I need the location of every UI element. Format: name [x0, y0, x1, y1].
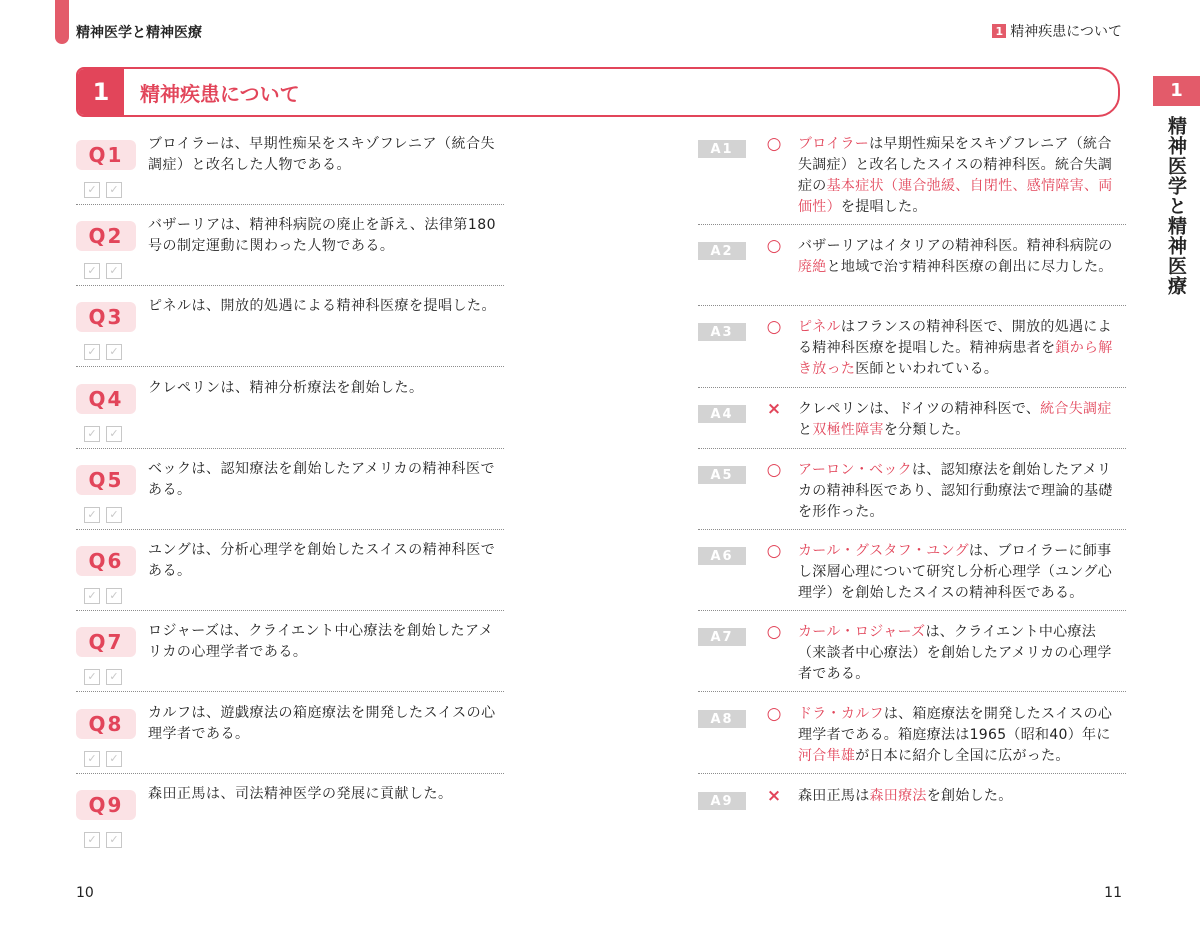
side-index-tab — [1153, 76, 1200, 296]
answer-text — [798, 399, 1124, 441]
answer-segment: を提唱した。 — [840, 199, 927, 215]
answer-segment: 森田正馬は — [798, 788, 870, 804]
dotted-separator — [698, 387, 1126, 388]
running-head-number: 1 — [992, 24, 1006, 38]
answer-label: A8 — [698, 710, 746, 728]
answer-label: A5 — [698, 466, 746, 484]
dotted-separator — [698, 529, 1126, 530]
checkbox-icon[interactable]: ✓ — [106, 263, 122, 279]
checkbox-icon[interactable]: ✓ — [84, 426, 100, 442]
answer-label: A3 — [698, 323, 746, 341]
answer-segment: は、箱庭療法を開発したスイスの心理学者である。箱庭療法は1965（昭和40）年に — [798, 706, 1113, 743]
dotted-separator — [698, 773, 1126, 774]
check-boxes — [84, 669, 122, 685]
answer-segment: クレペリンは、ドイツの精神科医で、 — [798, 401, 1041, 417]
dotted-separator — [698, 691, 1126, 692]
checkbox-icon[interactable]: ✓ — [106, 426, 122, 442]
checkbox-icon[interactable]: ✓ — [84, 182, 100, 198]
key-term: 鎖から解き放った — [798, 340, 1113, 377]
answer-text — [798, 236, 1124, 278]
key-term: カール・グスタフ・ユング — [798, 543, 969, 559]
check-boxes — [84, 588, 122, 604]
correct-mark-icon: ○ — [766, 317, 782, 337]
checkbox-icon[interactable]: ✓ — [106, 344, 122, 360]
dotted-separator — [698, 224, 1126, 225]
question-text: ユングは、分析心理学を創始したスイスの精神科医である。 — [148, 542, 496, 579]
dotted-separator — [76, 691, 504, 692]
dotted-separator — [698, 305, 1126, 306]
question-text: ベックは、認知療法を創始したアメリカの精神科医である。 — [148, 461, 496, 498]
checkbox-icon[interactable]: ✓ — [84, 669, 100, 685]
check-boxes — [84, 751, 122, 767]
answer-label: A1 — [698, 140, 746, 158]
dotted-separator — [698, 610, 1126, 611]
key-term: 河合隼雄 — [798, 748, 856, 764]
dotted-separator — [76, 529, 504, 530]
incorrect-mark-icon: × — [766, 786, 782, 806]
question-text: カルフは、遊戯療法の箱庭療法を開発したスイスの心理学者である。 — [148, 705, 496, 742]
correct-mark-icon: ○ — [766, 622, 782, 642]
question-label: Q9 — [76, 790, 136, 820]
check-boxes — [84, 182, 122, 198]
answer-row — [698, 786, 1126, 866]
checkbox-icon[interactable]: ✓ — [106, 669, 122, 685]
answer-segment: はフランスの精神科医で、開放的処遇による精神科医療を提唱した。精神病患者を — [798, 319, 1112, 356]
answer-label: A4 — [698, 405, 746, 423]
correct-mark-icon: ○ — [766, 704, 782, 724]
chapter-heading — [76, 67, 1120, 117]
answer-row — [698, 704, 1126, 784]
answer-segment: を創始した。 — [926, 788, 1013, 804]
question-text: バザーリアは、精神科病院の廃止を訴え、法律第180号の制定運動に関わった人物である。 — [148, 217, 497, 254]
question-label: Q6 — [76, 546, 136, 576]
question-label: Q3 — [76, 302, 136, 332]
dotted-separator — [76, 610, 504, 611]
answer-label: A2 — [698, 242, 746, 260]
checkbox-icon[interactable]: ✓ — [106, 182, 122, 198]
question-text: ブロイラーは、早期性痴呆をスキゾフレニア（統合失調症）と改名した人物である。 — [148, 136, 496, 173]
dotted-separator — [76, 285, 504, 286]
key-term: カール・ロジャーズ — [798, 624, 926, 640]
question-row — [76, 784, 504, 866]
answer-row — [698, 134, 1126, 214]
checkbox-icon[interactable]: ✓ — [84, 588, 100, 604]
dotted-separator — [76, 204, 504, 205]
answer-segment: は、ブロイラーに師事し深層心理について研究し分析心理学（ユング心理学）を創始したスイスの精神科医である。 — [798, 543, 1113, 601]
page-number-right: 11 — [1104, 885, 1122, 901]
answer-row — [698, 236, 1126, 316]
answer-segment: と — [798, 422, 813, 438]
question-label: Q5 — [76, 465, 136, 495]
checkbox-icon[interactable]: ✓ — [106, 832, 122, 848]
key-term: ピネル — [798, 319, 841, 335]
running-head-title: 精神疾患について — [1010, 24, 1122, 40]
correct-mark-icon: ○ — [766, 541, 782, 561]
key-term: 双極性障害 — [812, 422, 884, 438]
question-label: Q8 — [76, 709, 136, 739]
answer-segment: は早期性痴呆をスキゾフレニア（統合失調症）と改名したスイスの精神科医。統合失調症の — [798, 136, 1113, 194]
chapter-number: 1 — [78, 69, 124, 115]
running-head-right — [992, 21, 1122, 41]
page-edge-tab — [55, 0, 69, 44]
checkbox-icon[interactable]: ✓ — [106, 507, 122, 523]
question-label: Q7 — [76, 627, 136, 657]
dotted-separator — [76, 773, 504, 774]
incorrect-mark-icon: × — [766, 399, 782, 419]
question-label: Q1 — [76, 140, 136, 170]
check-boxes — [84, 426, 122, 442]
dotted-separator — [698, 448, 1126, 449]
answer-text — [798, 704, 1124, 767]
answer-segment: を分類した。 — [883, 422, 970, 438]
question-text: 森田正馬は、司法精神医学の発展に貢献した。 — [148, 786, 453, 802]
answer-label: A9 — [698, 792, 746, 810]
dotted-separator — [76, 366, 504, 367]
answer-row — [698, 541, 1126, 621]
answer-text — [798, 541, 1124, 604]
answer-label: A6 — [698, 547, 746, 565]
side-tab-title: 精神医学と精神医療 — [1165, 116, 1187, 296]
answer-text — [798, 622, 1124, 685]
side-tab-number: 1 — [1153, 76, 1200, 106]
checkbox-icon[interactable]: ✓ — [84, 263, 100, 279]
answer-segment: バザーリアはイタリアの精神科医。精神科病院の — [798, 238, 1113, 254]
question-label: Q2 — [76, 221, 136, 251]
answer-row — [698, 460, 1126, 540]
check-boxes — [84, 832, 122, 848]
checkbox-icon[interactable]: ✓ — [84, 344, 100, 360]
check-boxes — [84, 263, 122, 279]
checkbox-icon[interactable]: ✓ — [84, 832, 100, 848]
chapter-title: 精神疾患について — [140, 81, 300, 106]
question-label: Q4 — [76, 384, 136, 414]
correct-mark-icon: ○ — [766, 134, 782, 154]
checkbox-icon[interactable]: ✓ — [106, 588, 122, 604]
key-term: 廃絶 — [798, 259, 827, 275]
answer-segment: と地域で治す精神科医療の創出に尽力した。 — [826, 259, 1113, 275]
running-head-left: 精神医学と精神医療 — [76, 25, 202, 41]
answer-text — [798, 786, 1124, 807]
checkbox-icon[interactable]: ✓ — [84, 751, 100, 767]
key-term: ドラ・カルフ — [798, 706, 884, 722]
check-boxes — [84, 344, 122, 360]
check-boxes — [84, 507, 122, 523]
checkbox-icon[interactable]: ✓ — [106, 751, 122, 767]
correct-mark-icon: ○ — [766, 460, 782, 480]
answer-segment: 医師といわれている。 — [855, 361, 999, 377]
page-number-left: 10 — [76, 885, 94, 901]
question-text: ロジャーズは、クライエント中心療法を創始したアメリカの心理学者である。 — [148, 623, 494, 660]
answer-text — [798, 134, 1124, 218]
dotted-separator — [76, 448, 504, 449]
answer-row — [698, 622, 1126, 702]
answer-segment: が日本に紹介し全国に広がった。 — [855, 748, 1070, 764]
answer-text — [798, 460, 1124, 523]
answer-segment: は、認知療法を創始したアメリカの精神科医であり、認知行動療法で理論的基礎を形作った。 — [798, 462, 1113, 520]
checkbox-icon[interactable]: ✓ — [84, 507, 100, 523]
key-term: アーロン・ベック — [798, 462, 912, 478]
answer-segment: は、クライエント中心療法（来談者中心療法）を創始したアメリカの心理学者である。 — [798, 624, 1112, 682]
question-text: クレペリンは、精神分析療法を創始した。 — [148, 380, 424, 396]
answer-text — [798, 317, 1124, 380]
question-text: ピネルは、開放的処遇による精神科医療を提唱した。 — [148, 298, 496, 314]
key-term: 基本症状（連合弛緩、自閉性、感情障害、両価性） — [798, 178, 1113, 215]
key-term: ブロイラー — [798, 136, 870, 152]
key-term: 森田療法 — [869, 788, 927, 804]
key-term: 統合失調症 — [1040, 401, 1112, 417]
answer-label: A7 — [698, 628, 746, 646]
correct-mark-icon: ○ — [766, 236, 782, 256]
answer-row — [698, 317, 1126, 397]
